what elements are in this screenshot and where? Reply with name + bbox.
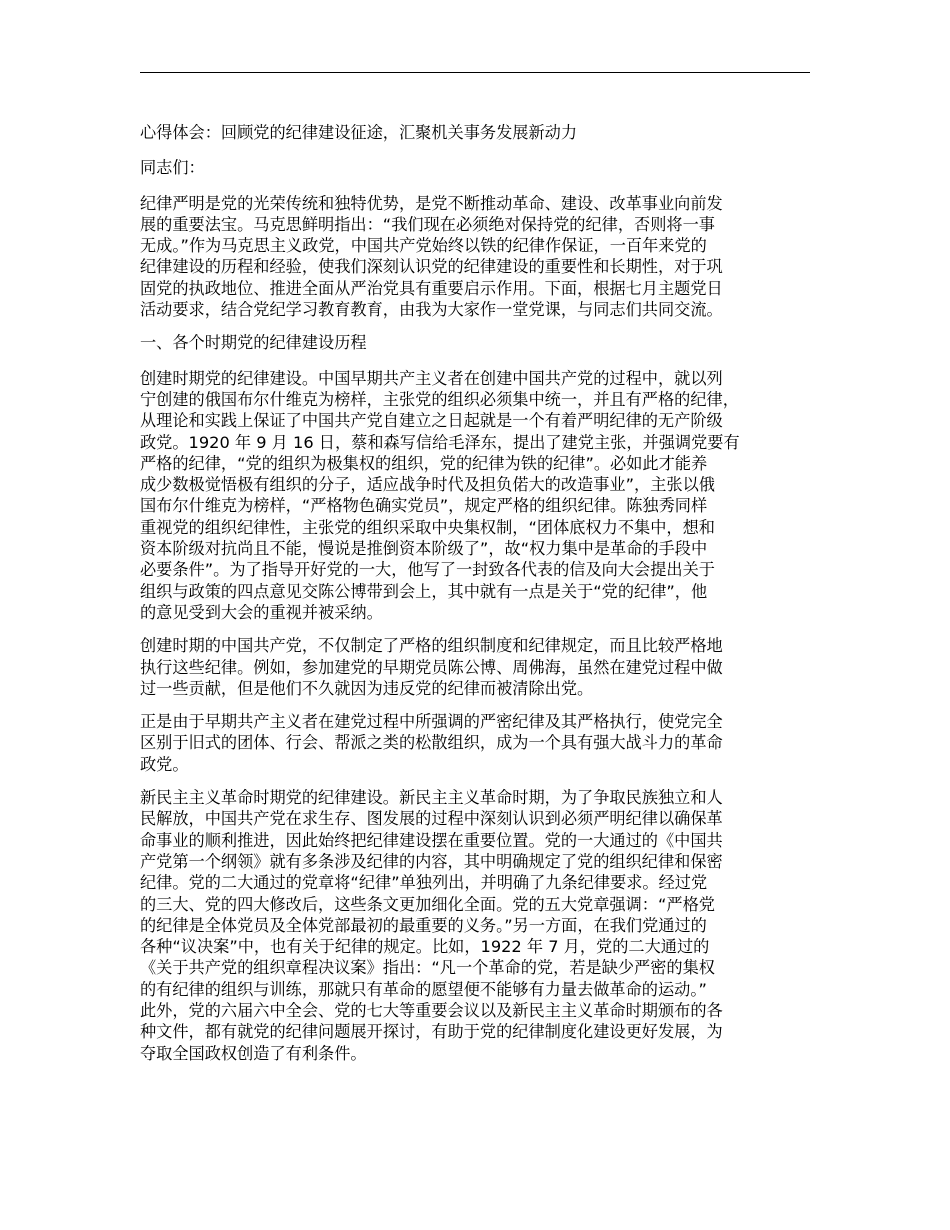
text-line: 正是由于早期共产主义者在建党过程中所强调的严密纪律及其严格执行，使党完全 [140, 712, 723, 732]
text-line: 政党。 [140, 754, 189, 774]
text-line: 从理论和实践上保证了中国共产党自建立之日起就是一个有着严明纪律的无产阶级 [140, 411, 723, 431]
text-line: 区别于旧式的团体、行会、帮派之类的松散组织，成为一个具有强大战斗力的革命 [140, 733, 723, 753]
paragraph-new-democratic-period [140, 787, 830, 1064]
text-line: 必要条件”。为了指导开好党的一大，他写了一封致各代表的信及向大会提出关于 [140, 560, 715, 580]
text-line: 资本阶级对抗尚且不能，慢说是推倒资本阶级了”，故“权力集中是革命的手段中 [140, 539, 708, 559]
text-line: 展的重要法宝。马克思鲜明指出：“我们现在必须绝对保持党的纪律，否则将一事 [140, 214, 715, 234]
text-line: 的意见受到大会的重视并被采纳。 [140, 602, 383, 622]
text-line: 过一些贡献，但是他们不久就因为违反党的纪律而被清除出党。 [140, 678, 594, 698]
text-line: 无成。”作为马克思主义政党，中国共产党始终以铁的纪律作保证，一百年来党的 [140, 236, 707, 256]
text-line: 成少数极觉悟极有组织的分子，适应战争时代及担负偌大的改造事业”，主张以俄 [140, 475, 715, 495]
paragraph-intro [140, 193, 830, 321]
text-line: 活动要求，结合党纪学习教育教育，由我为大家作一堂党课，与同志们共同交流。 [140, 300, 723, 320]
text-line: 国布尔什维克为榜样，“严格物色确实党员”，规定严格的组织纪律。陈独秀同样 [140, 496, 708, 516]
text-line: 命事业的顺利推进，因此始终把纪律建设摆在重要位置。党的一大通过的《中国共 [140, 830, 723, 850]
paragraph-enforcement [140, 635, 830, 699]
text-line: 民解放，中国共产党在求生存、图发展的过程中深刻认识到必须严明纪律以确保革 [140, 809, 723, 829]
section-heading-line: 一、各个时期党的纪律建设历程 [140, 333, 367, 353]
header-rule [140, 72, 810, 73]
text-line: 组织与政策的四点意见交陈公博带到会上，其中就有一点是关于“党的纪律”，他 [140, 581, 708, 601]
text-line: 严格的纪律，“党的组织为极集权的组织，党的纪律为铁的纪律”。必如此才能养 [140, 453, 708, 473]
text-line: 的有纪律的组织与训练，那就只有革命的愿望便不能够有力量去做革命的运动。” [140, 979, 707, 999]
section-heading [140, 332, 830, 353]
text-line: 纪律。党的二大通过的党章将“纪律”单独列出，并明确了九条纪律要求。经过党 [140, 873, 708, 893]
text-line: 执行这些纪律。例如，参加建党的早期党员陈公博、周佛海，虽然在建党过程中做 [140, 657, 723, 677]
text-line: 的纪律是全体党员及全体党部最初的最重要的义务。”另一方面，在我们党通过的 [140, 915, 707, 935]
text-line: 各种“议决案”中，也有关于纪律的规定。比如，1922 年 7 月，党的二大通过的 [140, 937, 710, 957]
text-line: 固党的执政地位、推进全面从严治党具有重要启示作用。下面，根据七月主题党日 [140, 278, 723, 298]
text-line: 此外，党的六届六中全会、党的七大等重要会议以及新民主主义革命时期颁布的各 [140, 1000, 723, 1020]
text-line: 纪律严明是党的光荣传统和独特优势，是党不断推动革命、建设、改革事业向前发 [140, 193, 723, 213]
text-line: 产党第一个纲领》就有多条涉及纪律的内容，其中明确规定了党的组织纪律和保密 [140, 851, 723, 871]
text-line: 政党。1920 年 9 月 16 日，蔡和森写信给毛泽东，提出了建党主张，并强调党要有 [140, 432, 740, 452]
salutation [140, 157, 830, 178]
text-line: 《关于共产党的组织章程决议案》指出：“凡一个革命的党，若是缺少严密的集权 [140, 958, 715, 978]
document-body [140, 122, 830, 1076]
paragraph-distinction [140, 711, 830, 775]
text-line: 纪律建设的历程和经验，使我们深刻认识党的纪律建设的重要性和长期性，对于巩 [140, 257, 723, 277]
text-line: 的三大、党的四大修改后，这些条文更加细化全面。党的五大党章强调：“严格党 [140, 894, 715, 914]
text-line: 重视党的组织纪律性，主张党的组织采取中央集权制，“团体底权力不集中，想和 [140, 517, 715, 537]
document-title [140, 122, 830, 143]
title-line: 心得体会：回顾党的纪律建设征途，汇聚机关事务发展新动力 [140, 123, 578, 142]
text-line: 创建时期党的纪律建设。中国早期共产主义者在创建中国共产党的过程中，就以列 [140, 368, 723, 388]
text-line: 种文件，都有就党的纪律问题展开探讨，有助于党的纪律制度化建设更好发展，为 [140, 1022, 723, 1042]
salutation-line: 同志们： [140, 158, 205, 178]
text-line: 创建时期的中国共产党，不仅制定了严格的组织制度和纪律规定，而且比较严格地 [140, 636, 723, 656]
paragraph-founding-period [140, 368, 830, 624]
text-line: 夺取全国政权创造了有利条件。 [140, 1043, 367, 1063]
text-line: 宁创建的俄国布尔什维克为榜样，主张党的组织必须集中统一，并且有严格的纪律， [140, 389, 739, 409]
text-line: 新民主主义革命时期党的纪律建设。新民主主义革命时期，为了争取民族独立和人 [140, 788, 723, 808]
